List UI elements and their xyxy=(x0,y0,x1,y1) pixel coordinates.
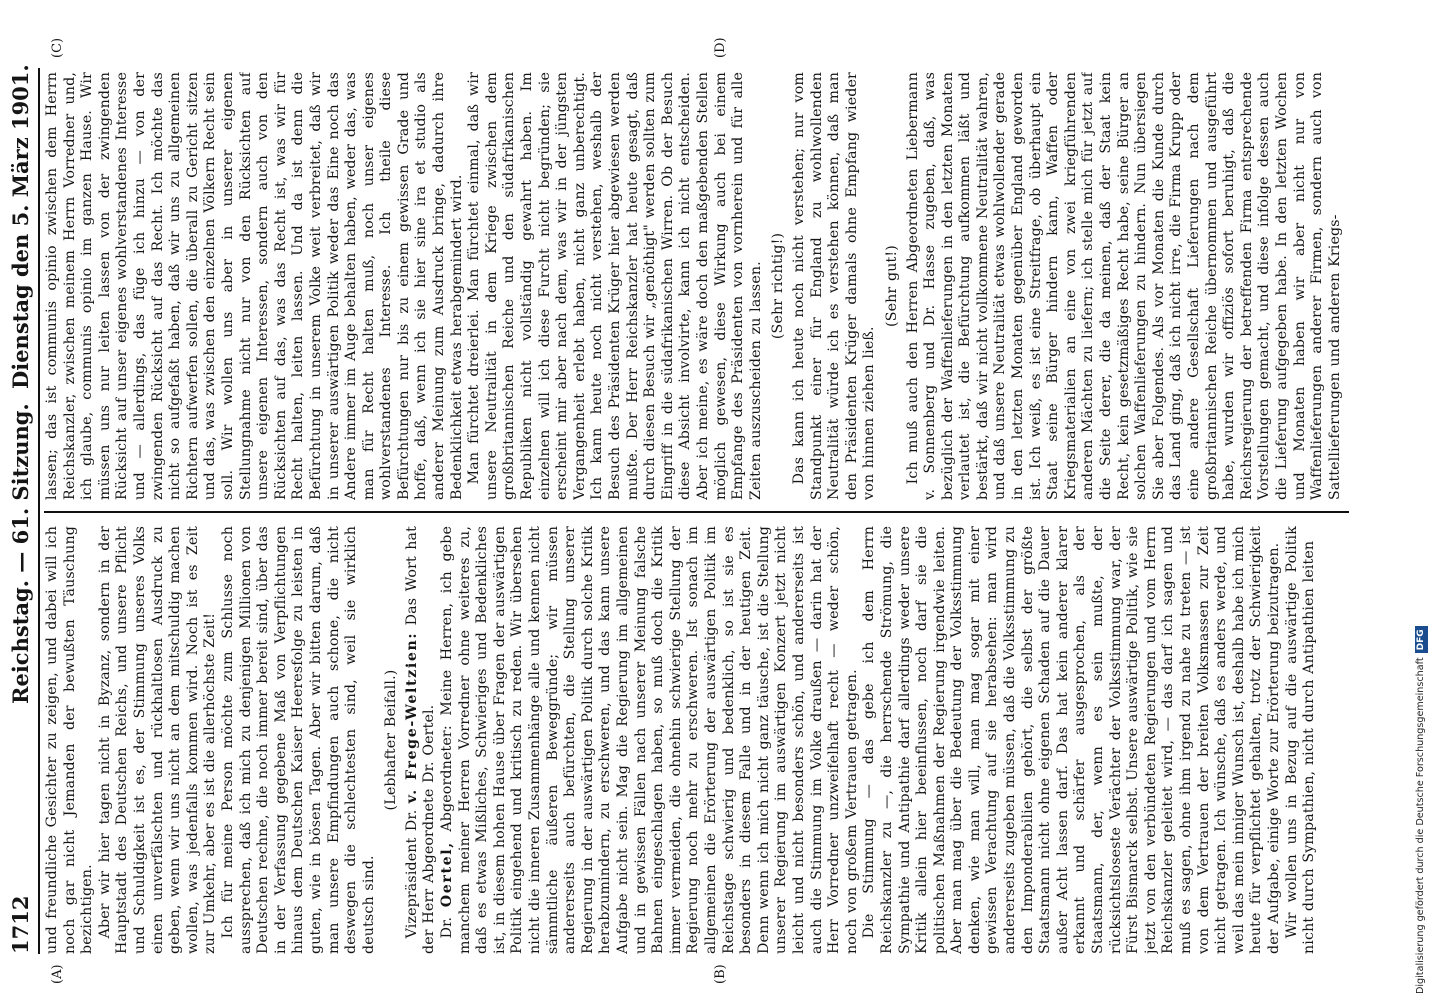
speaker-paragraph xyxy=(404,526,439,954)
paragraph: und freundliche Gesichter zu zeigen, und dabei will ich noch gar nicht Jemanden der bewußten Täuschung bezichtigen. xyxy=(44,526,96,954)
speaker-role: Abgeordneter: xyxy=(439,725,456,832)
right-column xyxy=(44,72,1349,500)
applause-note: (Sehr richtig!) xyxy=(770,232,787,340)
page-header xyxy=(8,34,36,954)
applause-note: (Sehr gut!) xyxy=(883,245,900,327)
margin-marker-c: (C) xyxy=(50,37,65,58)
paragraph: Aber wir hier tagen nicht in Byzanz, sondern in der Hauptstadt des Deutschen Reichs, und unsere Pflicht und Schuldigkeit ist es, der Stimmung unseres Volks einen unverfälschten und rückhaltlosen Ausdruck zu geben, wenn wir uns nicht an dem mitschuldig machen wollen, was jedenfalls kommen wird. Noch ist es Zeit zur Umkehr, aber es ist die allerhöchste Zeit! xyxy=(96,526,219,954)
speaker-paragraph xyxy=(439,526,861,954)
paragraph: Das kann ich heute noch nicht verstehen; nur vom Standpunkt einer für England zu wohlwollenden Neutralität würde ich es verstehen können, daß man den Präsidenten Krüger damals ohne Empfang wieder von hinnen ziehen ließ. xyxy=(790,72,878,500)
paragraph: Ich für meine Person möchte zum Schlusse noch aussprechen, daß ich mich zu denjenigen Millionen von Deutschen rechne, die noch immer bereit sind, über das in der Verfassung gegebene Maß von Verpflichtungen hinaus dem Deutschen Kaiser Heeresfolge zu leisten in guten, wie in bösen Tagen. Aber wir bitten darum, daß man unsere Empfindungen auch schone, die nicht deswegen die schlechtesten sind, weil sie wirklich deutsch sind. xyxy=(219,526,377,954)
session-date: Dienstag den 5. März 1901. xyxy=(8,64,33,389)
paragraph: lassen; das ist communis opinio zwischen dem Herrn Reichskanzler, zwischen meinem Herrn Vorredner und, ich glaube, communis opinio im ganzen Hause. Wir müssen uns nur leiten lassen von der zwingenden Rücksicht auf unser eigenes wohlverstandenes Interesse und — allerdings, das füge ich hinzu — von der zwingenden Rücksicht auf das Recht. Ich möchte das nicht so aufgefaßt haben, daß wir uns zu allgemeinen Richtern aufwerfen sollen, die überall zu Gericht sitzen und das, was zwischen den einzelnen Völkern Recht sein soll. Wir wollen uns aber in unserer eigenen Stellungnahme nicht nur von den Rücksichten auf unsere eigenen Interessen, sondern auch von den Rücksichten auf das, was das Recht ist, was wir für Recht halten, leiten lassen. Und da ist denn die Befürchtung in unserem Volke weit verbreitet, daß wir in unserer auswärtigen Politik weder das Eine noch das Andere immer im Auge behalten haben, weder das, was man für Recht halten muß, noch unser eigenes wohlverstandenes Interesse. Ich theile diese Befürchtungen nur bis zu einem gewissen Grade und hoffe, daß, wenn ich sie hier sine ira et studio als anderer Meinung zum Ausdruck bringe, dadurch ihre Bedenklichkeit etwas herabgemindert wird. xyxy=(44,72,465,500)
column-divider xyxy=(44,511,1349,513)
dfg-logo: DFG xyxy=(1415,626,1428,653)
session-title: Reichstag. — 61. Sitzung. xyxy=(8,403,33,704)
applause-note: (Lebhafter Beifall.) xyxy=(383,669,400,811)
paragraph: Die Stimmung — das gebe ich dem Herrn Reichskanzler zu —, die herrschende Strömung, die Sympathie und Antipathie darf allerdings weder unsere Kritik allein hier beeinflussen, noch darf sie die politischen Maßnahmen der Regierung irgendwie leiten. Aber man mag über die Bedeutung der Volksstimmung denken, wie man will, man mag sogar mit einer gewissen Verachtung auf sie herabsehen: man wird andererseits zugeben müssen, daß die Volksstimmung zu den Imponderabilien gehört, die selbst der größte Staatsmann nicht ohne eigenen Schaden auf die Dauer außer Acht lassen darf. Das hat kein anderer klarer erkannt und schärfer ausgesprochen, als der Staatsmann, der, wenn es sein mußte, der rücksichtsloseste Verächter der Volksstimmung war, der Fürst Bismarck selbst. Unsere auswärtige Politik, wie sie jetzt von den verbündeten Regierungen und vom Herrn Reichskanzler geleitet wird, — das darf ich sagen und muß es sagen, ohne ihm irgend zu nahe zu treten — ist von dem Vertrauen der breiten Volksmassen zur Zeit nicht getragen. Ich wünsche, daß es anders werde, und weil das mein inniger Wunsch ist, deshalb habe ich mich heute für verpflichtet gehalten, trotz der Schwierigkeit der Aufgabe, einige Worte zur Erörterung beizutragen. xyxy=(861,526,1282,954)
paragraph: Man fürchtet dreierlei. Man fürchtet einmal, daß wir unsere Neutralität in dem Kriege zwischen dem großbritannischen Reiche und den südafrikanischen Republiken nicht vollständig gewahrt haben. Im einzelnen will ich diese Furcht nicht begründen; sie erscheint mir aber nach dem, was wir in der jüngsten Vergangenheit erlebt haben, nicht ganz unberechtigt. Ich kann heute noch nicht verstehen, weshalb der Besuch des Präsidenten Krüger hier abgewiesen werden mußte. Der Herr Reichskanzler hat heute gesagt, daß durch diesen Besuch wir „genöthigt" werden sollten zum Eingriff in die südafrikanischen Wirren. Ob der Besuch diese Absicht involvirte, kann ich nicht entscheiden. Aber ich meine, es wäre doch den maßgebenden Stellen möglich gewesen, diese Wirkung auch bei einem Empfange des Präsidenten von vornherein und für alle Zeiten auszuscheiden zu lassen. xyxy=(466,72,764,500)
speaker-name: Oertel, xyxy=(439,841,456,908)
speaker-name: v. Frege-Weltzien: xyxy=(403,631,420,804)
margin-marker-b: (B) xyxy=(713,964,728,984)
speech-text: Meine Herren, ich gebe manchem meiner Herren Vorredner ohne weiteres zu, daß es etwas Mißliches, Schwieriges und Bedenkliches ist, in diesem hohen Hause über Fragen der auswärtigen Politik eingehend und kritisch zu reden. Wir übersehen nicht die inneren Zusammenhänge alle und kennen nicht sämmtliche äußeren Beweggründe; wir müssen andererseits auch befürchten, die Stellung unserer Regierung in der auswärtigen Politik durch solche Kritik herabzumindern, zu erschweren, und das kann unsere Aufgabe nicht sein. Mag die Regierung im allgemeinen und in gewissen Fällen nach unserer Meinung falsche Bahnen eingeschlagen haben, so muß doch die Kritik immer vermeiden, die ohnehin schwierige Stellung der Regierung noch mehr zu erschweren. Ist sonach im allgemeinen die Erörterung der auswärtigen Politik im Reichstage schwierig und bedenklich, so ist sie es besonders in diesem Falle und in der heutigen Zeit. Denn wenn ich mich nicht ganz täusche, ist die Stellung unserer Regierung im auswärtigen Konzert jetzt nicht leicht und nicht besonders schön, und andererseits ist auch die Stimmung im Volke draußen — darin hat der Herr Vorredner unzweifelhaft recht — weder schön, noch von großem Vertrauen getragen. xyxy=(439,526,860,954)
left-column xyxy=(44,526,1349,954)
margin-marker-a: (A) xyxy=(50,964,65,984)
paragraph: Wir wollen uns in Bezug auf die auswärtige Politik nicht durch Sympathien, nicht durch Antipathien leiten xyxy=(1283,526,1318,954)
speaker-text: Das Wort hat der Herr Abgeordnete Dr. Oertel. xyxy=(403,526,438,954)
paragraph: Ich muß auch den Herren Abgeordneten Liebermann v. Sonnenberg und Dr. Hasse zugeben, daß, was bezüglich der Waffenlieferungen in den letzten Monaten verlautet ist, die Befürchtung aufkommen läßt und bestärkt, daß wir nicht vollkommene Neutralität wahren, und daß unsere Neutralität etwas wohlwollender gerade in den letzten Monaten gegenüber England geworden ist. Ich weiß, es ist eine Streitfrage, ob überhaupt ein Staat seine Bürger hindern kann, Waffen oder Kriegsmaterialien an eine von zwei kriegführenden anderen Mächten zu liefern; ich stelle mich für jetzt auf die Seite derer, die da meinen, daß der Staat kein Recht, kein gesetzmäßiges Recht habe, seine Bürger an solchen Waffenlieferungen zu hindern. Nun übersiegen Sie aber Folgendes. Als vor Monaten die Kunde durch das Land ging, daß ich nicht irre, die Firma Krupp oder eine andere Gesellschaft Lieferungen nach dem großbritannischen Reiche übernommen und ausgeführt habe, wurden wir offiziös sofort beruhigt, daß die Reichsregierung der betreffenden Firma entsprechende Vorstellungen gemacht, und diese infolge dessen auch die Lieferung aufgegeben habe. In den letzten Wochen und Monaten haben wir aber nicht nur von Waffenlieferungen anderer Firmen, sondern auch von Sattellieferungen und anderen Kriegs- xyxy=(904,72,1343,500)
speaker-title: Dr. xyxy=(439,916,456,939)
margin-marker-d: (D) xyxy=(713,37,728,58)
credit-text: Digitalisierung gefördert durch die Deutsche Forschungsgemeinschaft xyxy=(1415,657,1426,994)
speaker-title: Vizepräsident Dr. xyxy=(403,809,420,939)
header-rule xyxy=(38,68,40,954)
digitization-credit xyxy=(1409,6,1429,994)
page-number: 1712 xyxy=(8,895,33,954)
